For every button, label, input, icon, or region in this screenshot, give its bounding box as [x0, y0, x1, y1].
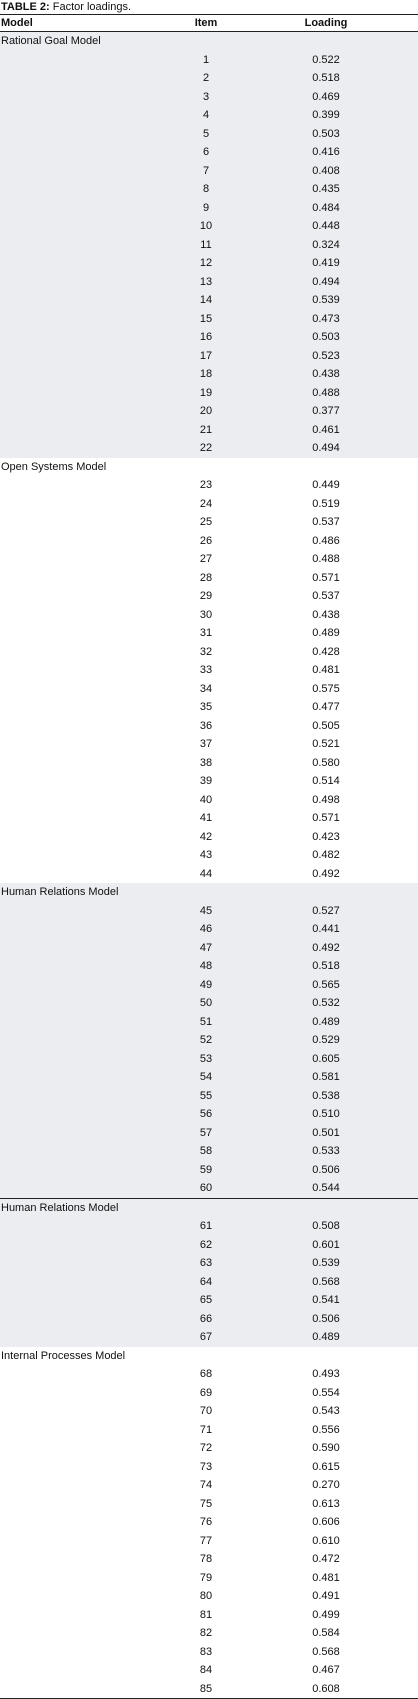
item-number: 24	[199, 497, 213, 510]
item-number: 62	[199, 1238, 213, 1251]
model-group-row	[0, 32, 418, 51]
table-row	[0, 902, 418, 921]
table-row	[0, 1643, 418, 1662]
item-number: 4	[202, 109, 210, 122]
loading-value: 0.527	[312, 904, 340, 917]
item-number: 19	[199, 386, 213, 399]
item-number: 33	[199, 664, 213, 677]
loading-value: 0.532	[312, 997, 340, 1010]
table-row	[0, 1013, 418, 1032]
loading-value: 0.492	[312, 941, 340, 954]
item-number: 42	[199, 830, 213, 843]
table-row	[0, 735, 418, 754]
caption-label: TABLE 2:	[1, 1, 50, 13]
table-row	[0, 569, 418, 588]
item-number: 54	[199, 1071, 213, 1084]
loading-value: 0.510	[312, 1108, 340, 1121]
loading-value: 0.506	[312, 1312, 340, 1325]
loading-value: 0.539	[312, 1257, 340, 1270]
loading-value: 0.270	[312, 1479, 340, 1492]
table-row	[0, 1050, 418, 1069]
item-number: 67	[199, 1331, 213, 1344]
item-number: 40	[199, 793, 213, 806]
table-row	[0, 1458, 418, 1477]
item-number: 76	[199, 1516, 213, 1529]
table-row	[0, 384, 418, 403]
loading-value: 0.613	[312, 1497, 340, 1510]
item-number: 44	[199, 867, 213, 880]
model-name: Rational Goal Model	[1, 35, 101, 48]
table-row	[0, 1384, 418, 1403]
table-row	[0, 1142, 418, 1161]
table-row	[0, 1606, 418, 1625]
table-row	[0, 717, 418, 736]
loading-value: 0.605	[312, 1052, 340, 1065]
loading-value: 0.324	[312, 238, 340, 251]
table-row	[0, 421, 418, 440]
table-row	[0, 254, 418, 273]
table-row	[0, 1273, 418, 1292]
table-header	[0, 14, 418, 32]
table-row	[0, 939, 418, 958]
item-number: 64	[199, 1275, 213, 1288]
loading-value: 0.568	[312, 1645, 340, 1658]
item-number: 80	[199, 1590, 213, 1603]
table-row	[0, 1402, 418, 1421]
table-row	[0, 476, 418, 495]
item-number: 57	[199, 1126, 213, 1139]
table-row	[0, 1031, 418, 1050]
model-name: Open Systems Model	[1, 460, 107, 473]
item-number: 45	[199, 904, 213, 917]
table-row	[0, 1587, 418, 1606]
table-row	[0, 661, 418, 680]
item-number: 69	[199, 1386, 213, 1399]
table-row	[0, 1661, 418, 1680]
item-number: 63	[199, 1257, 213, 1270]
table-row	[0, 1532, 418, 1551]
item-number: 37	[199, 738, 213, 751]
loading-value: 0.419	[312, 257, 340, 270]
loading-value: 0.467	[312, 1664, 340, 1677]
loading-value: 0.461	[312, 423, 340, 436]
loading-value: 0.533	[312, 1145, 340, 1158]
loading-value: 0.503	[312, 331, 340, 344]
table-row	[0, 106, 418, 125]
table-row	[0, 273, 418, 292]
item-number: 47	[199, 941, 213, 954]
table-row	[0, 291, 418, 310]
loading-value: 0.575	[312, 682, 340, 695]
item-number: 48	[199, 960, 213, 973]
loading-value: 0.408	[312, 164, 340, 177]
model-name: Human Relations Model	[1, 886, 119, 899]
model-group	[0, 883, 418, 1198]
item-number: 28	[199, 571, 213, 584]
item-number: 21	[199, 423, 213, 436]
item-number: 6	[202, 146, 210, 159]
table-row	[0, 1254, 418, 1273]
loading-value: 0.522	[312, 53, 340, 66]
loading-value: 0.423	[312, 830, 340, 843]
item-number: 85	[199, 1682, 213, 1695]
loading-value: 0.506	[312, 1163, 340, 1176]
item-number: 38	[199, 756, 213, 769]
item-number: 61	[199, 1220, 213, 1233]
item-number: 82	[199, 1627, 213, 1640]
item-number: 36	[199, 719, 213, 732]
table-row	[0, 643, 418, 662]
item-number: 2	[202, 72, 210, 85]
item-number: 41	[199, 812, 213, 825]
loading-value: 0.498	[312, 793, 340, 806]
factor-loadings-table	[0, 14, 418, 1699]
table-row	[0, 1680, 418, 1699]
table-row	[0, 532, 418, 551]
item-number: 43	[199, 849, 213, 862]
loading-value: 0.488	[312, 386, 340, 399]
item-number: 14	[199, 294, 213, 307]
loading-value: 0.501	[312, 1126, 340, 1139]
loading-value: 0.481	[312, 1571, 340, 1584]
item-number: 31	[199, 627, 213, 640]
loading-value: 0.606	[312, 1516, 340, 1529]
item-number: 70	[199, 1405, 213, 1418]
loading-value: 0.494	[312, 275, 340, 288]
item-number: 78	[199, 1553, 213, 1566]
item-number: 75	[199, 1497, 213, 1510]
item-number: 66	[199, 1312, 213, 1325]
item-number: 60	[199, 1182, 213, 1195]
loading-value: 0.518	[312, 960, 340, 973]
item-number: 23	[199, 479, 213, 492]
loading-value: 0.538	[312, 1089, 340, 1102]
loading-value: 0.441	[312, 923, 340, 936]
item-number: 26	[199, 534, 213, 547]
model-group	[0, 458, 418, 884]
table-row	[0, 680, 418, 699]
item-number: 72	[199, 1442, 213, 1455]
loading-value: 0.481	[312, 664, 340, 677]
table-row	[0, 1179, 418, 1198]
loading-value: 0.615	[312, 1460, 340, 1473]
table-row	[0, 1550, 418, 1569]
loading-value: 0.469	[312, 90, 340, 103]
item-number: 27	[199, 553, 213, 566]
loading-value: 0.571	[312, 812, 340, 825]
table-row	[0, 1087, 418, 1106]
item-number: 32	[199, 645, 213, 658]
loading-value: 0.580	[312, 756, 340, 769]
loading-value: 0.473	[312, 312, 340, 325]
item-number: 1	[202, 53, 210, 66]
loading-value: 0.539	[312, 294, 340, 307]
table-row	[0, 199, 418, 218]
item-number: 5	[202, 127, 210, 140]
item-number: 35	[199, 701, 213, 714]
table-row	[0, 125, 418, 144]
item-number: 52	[199, 1034, 213, 1047]
table-row	[0, 791, 418, 810]
table-row	[0, 865, 418, 884]
loading-value: 0.491	[312, 1590, 340, 1603]
table-row	[0, 1310, 418, 1329]
item-number: 68	[199, 1368, 213, 1381]
item-number: 7	[202, 164, 210, 177]
loading-value: 0.416	[312, 146, 340, 159]
loading-value: 0.428	[312, 645, 340, 658]
item-number: 79	[199, 1571, 213, 1584]
loading-value: 0.537	[312, 590, 340, 603]
header-model: Model	[1, 17, 33, 29]
item-number: 49	[199, 978, 213, 991]
table-row	[0, 1476, 418, 1495]
item-number: 81	[199, 1608, 213, 1621]
loading-value: 0.544	[312, 1182, 340, 1195]
loading-value: 0.590	[312, 1442, 340, 1455]
loading-value: 0.601	[312, 1238, 340, 1251]
table-row	[0, 698, 418, 717]
table-row	[0, 1291, 418, 1310]
loading-value: 0.556	[312, 1423, 340, 1436]
table-row	[0, 180, 418, 199]
loading-value: 0.610	[312, 1534, 340, 1547]
loading-value: 0.438	[312, 608, 340, 621]
item-number: 20	[199, 405, 213, 418]
model-group-row	[0, 1199, 418, 1218]
table-row	[0, 624, 418, 643]
model-group-row	[0, 1347, 418, 1366]
table-row	[0, 69, 418, 88]
item-number: 15	[199, 312, 213, 325]
table-row	[0, 1624, 418, 1643]
item-number: 73	[199, 1460, 213, 1473]
loading-value: 0.541	[312, 1294, 340, 1307]
caption-text: Factor loadings.	[52, 1, 132, 13]
item-number: 12	[199, 257, 213, 270]
table-row	[0, 365, 418, 384]
table-row	[0, 809, 418, 828]
item-number: 71	[199, 1423, 213, 1436]
loading-value: 0.608	[312, 1682, 340, 1695]
loading-value: 0.492	[312, 867, 340, 880]
header-item: Item	[194, 17, 218, 29]
table-row	[0, 1365, 418, 1384]
loading-value: 0.554	[312, 1386, 340, 1399]
table-row	[0, 513, 418, 532]
item-number: 17	[199, 349, 213, 362]
table-row	[0, 920, 418, 939]
table-row	[0, 236, 418, 255]
table-row	[0, 1439, 418, 1458]
item-number: 30	[199, 608, 213, 621]
table-row	[0, 1068, 418, 1087]
loading-value: 0.484	[312, 201, 340, 214]
table-row	[0, 587, 418, 606]
loading-value: 0.377	[312, 405, 340, 418]
model-group	[0, 1198, 418, 1347]
table-row	[0, 51, 418, 70]
item-number: 16	[199, 331, 213, 344]
table-row	[0, 310, 418, 329]
model-name: Human Relations Model	[1, 1201, 119, 1214]
loading-value: 0.565	[312, 978, 340, 991]
loading-value: 0.521	[312, 738, 340, 751]
loading-value: 0.399	[312, 109, 340, 122]
loading-value: 0.482	[312, 849, 340, 862]
loading-value: 0.519	[312, 497, 340, 510]
table-row	[0, 550, 418, 569]
table-row	[0, 754, 418, 773]
loading-value: 0.448	[312, 220, 340, 233]
item-number: 59	[199, 1163, 213, 1176]
loading-value: 0.489	[312, 627, 340, 640]
model-group-row	[0, 458, 418, 477]
item-number: 39	[199, 775, 213, 788]
loading-value: 0.584	[312, 1627, 340, 1640]
item-number: 58	[199, 1145, 213, 1158]
loading-value: 0.494	[312, 442, 340, 455]
table-row	[0, 846, 418, 865]
table-row	[0, 828, 418, 847]
table-row	[0, 402, 418, 421]
loading-value: 0.581	[312, 1071, 340, 1084]
loading-value: 0.489	[312, 1331, 340, 1344]
item-number: 34	[199, 682, 213, 695]
table-row	[0, 772, 418, 791]
loading-value: 0.503	[312, 127, 340, 140]
loading-value: 0.537	[312, 516, 340, 529]
table-row	[0, 957, 418, 976]
model-group	[0, 1347, 418, 1699]
loading-value: 0.543	[312, 1405, 340, 1418]
loading-value: 0.508	[312, 1220, 340, 1233]
loading-value: 0.523	[312, 349, 340, 362]
table-row	[0, 1421, 418, 1440]
item-number: 50	[199, 997, 213, 1010]
item-number: 46	[199, 923, 213, 936]
table-row	[0, 347, 418, 366]
item-number: 10	[199, 220, 213, 233]
table-row	[0, 1124, 418, 1143]
loading-value: 0.435	[312, 183, 340, 196]
item-number: 11	[200, 238, 212, 251]
item-number: 9	[202, 201, 210, 214]
model-name: Internal Processes Model	[1, 1349, 126, 1362]
loading-value: 0.568	[312, 1275, 340, 1288]
item-number: 8	[202, 183, 210, 196]
table-row	[0, 1513, 418, 1532]
item-number: 83	[199, 1645, 213, 1658]
item-number: 25	[199, 516, 213, 529]
table-row	[0, 976, 418, 995]
loading-value: 0.499	[312, 1608, 340, 1621]
item-number: 77	[199, 1534, 213, 1547]
loading-value: 0.529	[312, 1034, 340, 1047]
table-row	[0, 994, 418, 1013]
loading-value: 0.493	[312, 1368, 340, 1381]
item-number: 13	[199, 275, 213, 288]
table-row	[0, 143, 418, 162]
item-number: 29	[199, 590, 213, 603]
loading-value: 0.438	[312, 368, 340, 381]
table-row	[0, 495, 418, 514]
table-row	[0, 1495, 418, 1514]
item-number: 22	[199, 442, 213, 455]
item-number: 84	[199, 1664, 213, 1677]
loading-value: 0.472	[312, 1553, 340, 1566]
table-body	[0, 32, 418, 1698]
item-number: 18	[199, 368, 213, 381]
loading-value: 0.449	[312, 479, 340, 492]
item-number: 53	[199, 1052, 213, 1065]
table-row	[0, 1569, 418, 1588]
table-row	[0, 88, 418, 107]
table-row	[0, 1236, 418, 1255]
table-caption	[0, 0, 418, 14]
item-number: 51	[199, 1015, 213, 1028]
table-row	[0, 1328, 418, 1347]
table-row	[0, 328, 418, 347]
item-number: 56	[199, 1108, 213, 1121]
table-row	[0, 439, 418, 458]
loading-value: 0.477	[312, 701, 340, 714]
item-number: 55	[199, 1089, 213, 1102]
loading-value: 0.486	[312, 534, 340, 547]
model-group-row	[0, 883, 418, 902]
table-row	[0, 606, 418, 625]
table-row	[0, 1105, 418, 1124]
loading-value: 0.489	[312, 1015, 340, 1028]
model-group	[0, 32, 418, 458]
item-number: 65	[199, 1294, 213, 1307]
loading-value: 0.518	[312, 72, 340, 85]
table-row	[0, 217, 418, 236]
table-row	[0, 1161, 418, 1180]
loading-value: 0.505	[312, 719, 340, 732]
table-row	[0, 1217, 418, 1236]
loading-value: 0.514	[312, 775, 340, 788]
loading-value: 0.571	[312, 571, 340, 584]
table-row	[0, 162, 418, 181]
item-number: 74	[199, 1479, 213, 1492]
loading-value: 0.488	[312, 553, 340, 566]
header-loading: Loading	[304, 17, 348, 29]
item-number: 3	[202, 90, 210, 103]
